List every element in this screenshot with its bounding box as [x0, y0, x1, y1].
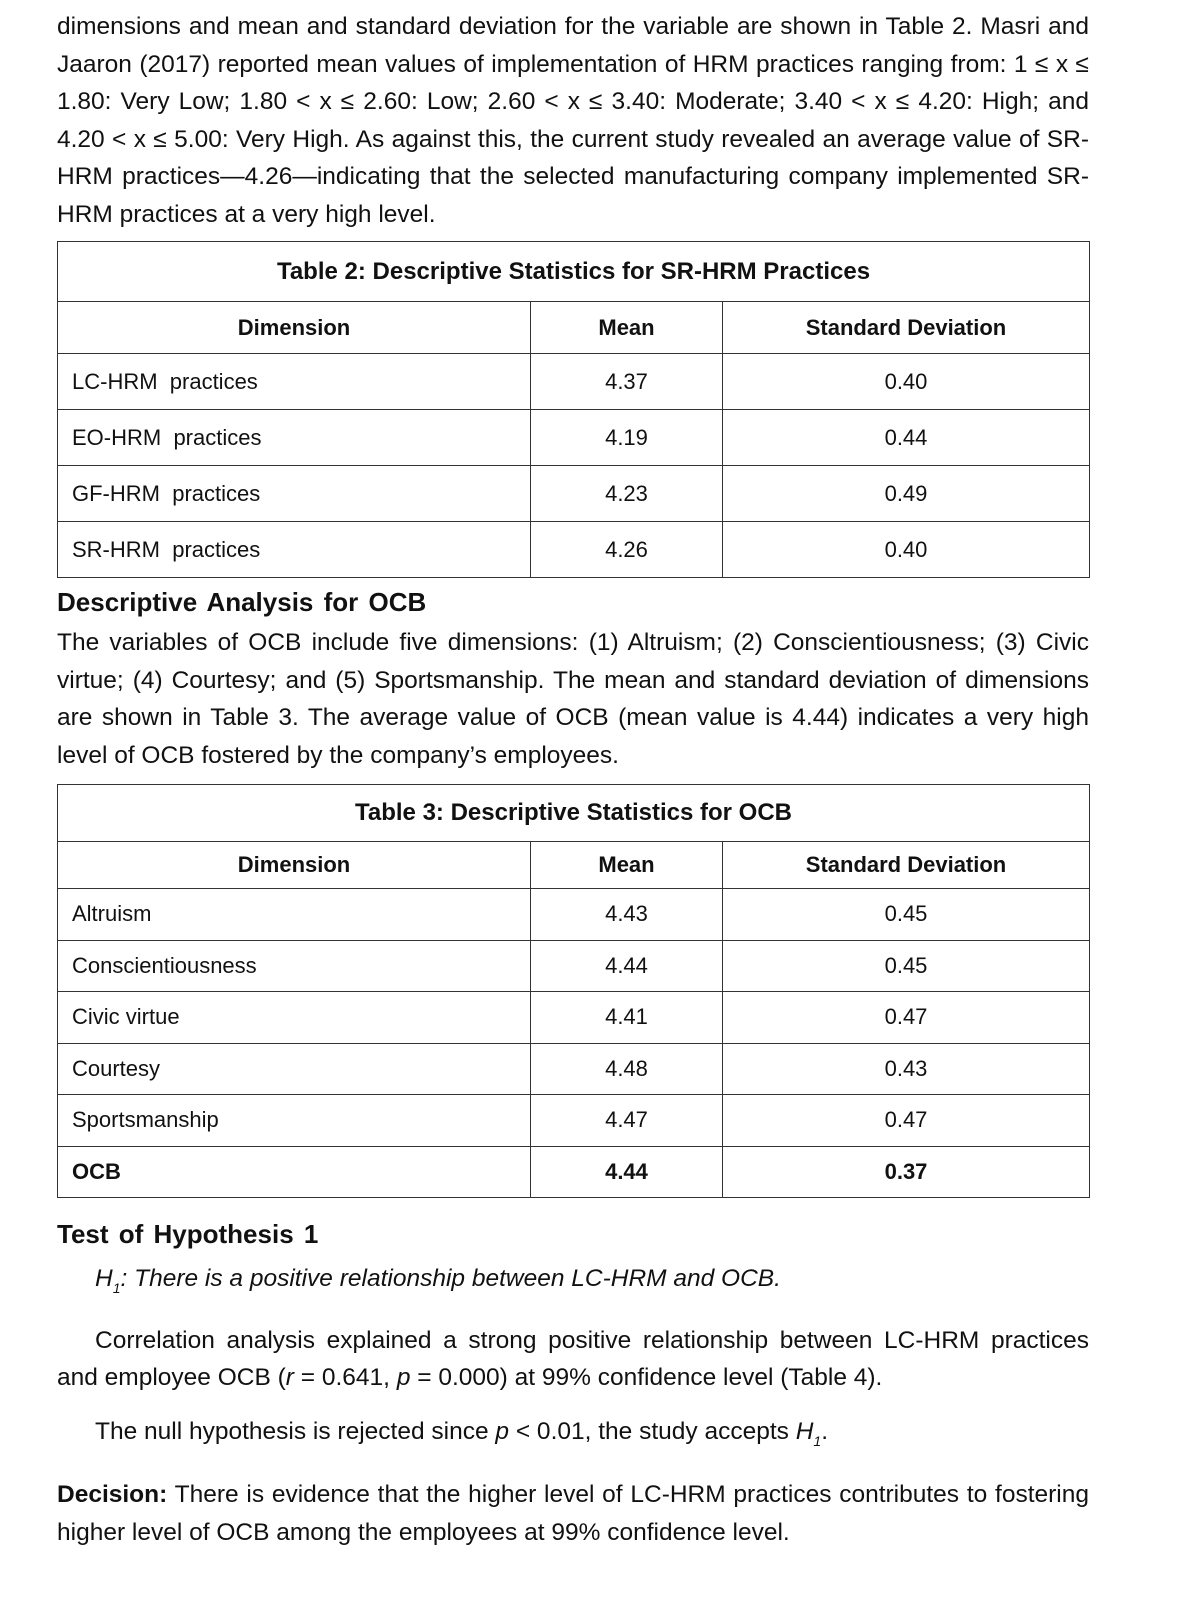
total-dimension-cell: OCB — [58, 1146, 531, 1198]
total-sd-cell: 0.37 — [723, 1146, 1090, 1198]
p-symbol: p — [396, 1364, 411, 1391]
decision-text: There is evidence that the higher level of LC-HRM practices contributes to fostering higher level of OCB among the employees at 99% confidence level. — [57, 1481, 1089, 1546]
table-row — [58, 1043, 1090, 1095]
table-2-header-sd: Standard Deviation — [723, 302, 1090, 354]
mean-cell: 4.47 — [531, 1095, 723, 1147]
hypothesis-symbol: H — [95, 1265, 113, 1292]
null-h-symbol: H — [795, 1417, 814, 1445]
table-row — [58, 410, 1090, 466]
section-heading-ocb: Descriptive Analysis for OCB — [57, 587, 427, 617]
null-text: The null hypothesis is rejected since — [95, 1417, 496, 1445]
dimension-cell: GF-HRM practices — [58, 466, 531, 522]
table-3-header-mean: Mean — [531, 842, 723, 889]
table-row — [58, 889, 1090, 941]
hypothesis-text: : There is a positive relationship between LC-HRM and OCB. — [120, 1265, 781, 1292]
table-2 — [57, 241, 1090, 578]
document-page — [57, 8, 1089, 1551]
null-text-2: < 0.01, the study accepts — [509, 1417, 796, 1445]
table-2-caption: Table 2: Descriptive Statistics for SR-HRM Practices — [58, 242, 1090, 302]
mean-cell: 4.26 — [531, 522, 723, 578]
decision-paragraph — [57, 1476, 1089, 1551]
mean-cell: 4.48 — [531, 1043, 723, 1095]
table-3-caption: Table 3: Descriptive Statistics for OCB — [58, 785, 1090, 842]
ocb-paragraph: The variables of OCB include five dimensions: (1) Altruism; (2) Conscientiousness; (3) Civic virtue; (4) Courtesy; and (5) Sportsmanship. The mean and standard deviation of dimensions are shown in Table 3. The average value of OCB (mean value is 4.44) indicates a very high level of OCB fostered by the company’s employees. — [57, 629, 1089, 769]
null-p-symbol: p — [495, 1417, 510, 1445]
hypothesis-statement — [57, 1260, 1089, 1308]
mean-cell: 4.19 — [531, 410, 723, 466]
r-symbol: r — [285, 1364, 294, 1391]
table-row — [58, 992, 1090, 1044]
table-row — [58, 522, 1090, 578]
correlation-paragraph — [57, 1322, 1089, 1397]
sd-cell: 0.49 — [723, 466, 1090, 522]
table-3 — [57, 784, 1090, 1198]
dimension-cell: Sportsmanship — [58, 1095, 531, 1147]
dimension-cell: SR-HRM practices — [58, 522, 531, 578]
dimension-cell: LC-HRM practices — [58, 354, 531, 410]
decision-label: Decision: — [57, 1481, 168, 1508]
total-mean-cell: 4.44 — [531, 1146, 723, 1198]
table-2-header-dimension: Dimension — [58, 302, 531, 354]
dimension-cell: Civic virtue — [58, 992, 531, 1044]
dimension-cell: EO-HRM practices — [58, 410, 531, 466]
table-row — [58, 466, 1090, 522]
p-value: = 0.000) at 99% confidence level (Table 4). — [410, 1364, 883, 1391]
table-row — [58, 354, 1090, 410]
mean-cell: 4.37 — [531, 354, 723, 410]
sd-cell: 0.47 — [723, 992, 1090, 1044]
null-hypothesis-paragraph — [57, 1413, 1089, 1461]
sd-cell: 0.45 — [723, 889, 1090, 941]
table-row — [58, 1095, 1090, 1147]
correlation-text: Correlation analysis explained a strong positive relationship between LC-HRM practices and employee OCB ( — [57, 1326, 1089, 1391]
mean-cell: 4.44 — [531, 940, 723, 992]
table-3-header-dimension: Dimension — [58, 842, 531, 889]
table-3-header-sd: Standard Deviation — [723, 842, 1090, 889]
mean-cell: 4.43 — [531, 889, 723, 941]
null-h-subscript: 1 — [813, 1432, 822, 1449]
table-2-header-mean: Mean — [531, 302, 723, 354]
sd-cell: 0.47 — [723, 1095, 1090, 1147]
table-row — [58, 940, 1090, 992]
dimension-cell: Altruism — [58, 889, 531, 941]
sd-cell: 0.40 — [723, 522, 1090, 578]
sd-cell: 0.44 — [723, 410, 1090, 466]
sd-cell: 0.45 — [723, 940, 1090, 992]
sd-cell: 0.43 — [723, 1043, 1090, 1095]
hypothesis-subscript: 1 — [112, 1280, 121, 1296]
sd-cell: 0.40 — [723, 354, 1090, 410]
dimension-cell: Courtesy — [58, 1043, 531, 1095]
section-heading-h1: Test of Hypothesis 1 — [57, 1219, 319, 1249]
intro-paragraph: dimensions and mean and standard deviation for the variable are shown in Table 2. Masri and Jaaron (2017) reported mean values of implementation of HRM practices ranging from: 1 ≤ x ≤ 1.80: Very Low; 1.80 < x ≤ 2.60: Low; 2.60 < x ≤ 3.40: Moderate; 3.40 < x ≤ 4.20: High; and 4.20 < x ≤ 5.00: Very High. As against this, the current study revealed an average value of SR-HRM practices—4.26—indicating that the selected manufacturing company implemented SR-HRM practices at a very high level. — [57, 13, 1089, 228]
r-value: = 0.641, — [293, 1364, 397, 1391]
null-end: . — [821, 1417, 829, 1445]
mean-cell: 4.41 — [531, 992, 723, 1044]
mean-cell: 4.23 — [531, 466, 723, 522]
table-total-row — [58, 1146, 1090, 1198]
dimension-cell: Conscientiousness — [58, 940, 531, 992]
